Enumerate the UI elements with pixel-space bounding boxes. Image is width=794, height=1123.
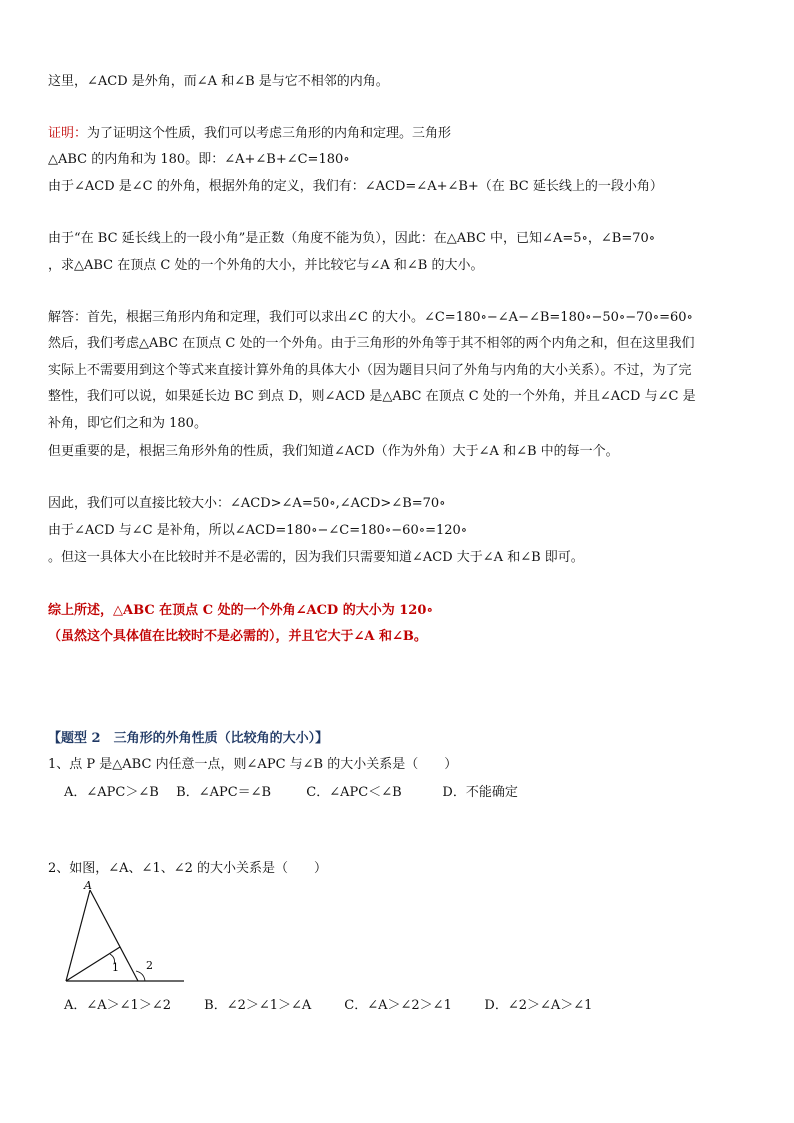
- problem-line-1: 由于“在 BC 延长线上的一段小角”是正数（角度不能为负），因此：在△ABC 中，已知∠A=5∘，∠B=70∘: [48, 231, 656, 246]
- q2-option-b[interactable]: B．∠2＞∠1＞∠A: [204, 998, 312, 1013]
- proof-line-2: △ABC 的内角和为 180。即：∠A+∠B+∠C=180∘: [48, 152, 350, 167]
- triangle-figure: [56, 880, 196, 990]
- vertex-a-label: A: [84, 880, 92, 892]
- conclusion-line-1: 综上所述，△ABC 在顶点 C 处的一个外角∠ACD 的大小为 120∘: [48, 603, 434, 618]
- q1-option-d[interactable]: D．不能确定: [442, 785, 518, 800]
- answer-line-5: 补角，即它们之和为 180。: [48, 416, 207, 431]
- proof-line-1: [48, 125, 451, 143]
- proof-line-3: 由于∠ACD 是∠C 的外角，根据外角的定义，我们有：∠ACD=∠A+∠B+（在 BC 延长线上的一段小角）: [48, 179, 663, 194]
- section-heading: 【题型 2 三角形的外角性质（比较角的大小）】: [48, 731, 329, 746]
- q2-options: [64, 997, 592, 1015]
- q2-option-d[interactable]: D．∠2＞∠A＞∠1: [484, 998, 593, 1013]
- q1-stem: 1、点 P 是△ABC 内任意一点，则∠APC 与∠B 的大小关系是（ ）: [48, 757, 458, 772]
- q2-stem: 2、如图，∠A、∠1、∠2 的大小关系是（ ）: [48, 861, 328, 876]
- answer-line-9: 。但这一具体大小在比较时并不是必需的，因为我们只需要知道∠ACD 大于∠A 和∠B 即可。: [48, 550, 584, 565]
- proof-label: 证明：: [48, 126, 88, 141]
- proof-line-1-text: 为了证明这个性质，我们可以考虑三角形的内角和定理。三角形: [87, 126, 452, 141]
- q1-option-c[interactable]: C．∠APC＜∠B: [306, 785, 402, 800]
- answer-line-1: 解答：首先，根据三角形内角和定理，我们可以求出∠C 的大小。∠C=180∘−∠A−∠B=180∘−50∘−70∘=60∘: [48, 310, 693, 325]
- angle-2-label: 2: [146, 959, 153, 972]
- q2-option-c[interactable]: C．∠A＞∠2＞∠1: [344, 998, 452, 1013]
- answer-line-8: 由于∠ACD 与∠C 是补角，所以∠ACD=180∘−∠C=180∘−60∘=120∘: [48, 523, 468, 538]
- answer-line-3: 实际上不需要用到这个等式来直接计算外角的具体大小（因为题目只问了外角与内角的大小关系）。不过，为了完: [48, 363, 692, 378]
- side-left: [66, 890, 90, 981]
- q1-options: [64, 784, 518, 802]
- answer-line-2: 然后，我们考虑△ABC 在顶点 C 处的一个外角。由于三角形的外角等于其不相邻的两个内角之和，但在这里我们: [48, 336, 695, 351]
- answer-line-7: 因此，我们可以直接比较大小：∠ACD>∠A=50∘,∠ACD>∠B=70∘: [48, 496, 446, 511]
- q1-option-a[interactable]: A．∠APC＞∠B: [64, 785, 159, 800]
- q2-option-a[interactable]: A．∠A＞∠1＞∠2: [64, 998, 171, 1013]
- intro-text: 这里，∠ACD 是外角，而∠A 和∠B 是与它不相邻的内角。: [48, 74, 389, 89]
- angle-1-label: 1: [112, 961, 119, 974]
- conclusion-line-2: （虽然这个具体值在比较时不是必需的），并且它大于∠A 和∠B。: [48, 629, 427, 644]
- answer-line-4: 整性，我们可以说，如果延长边 BC 到点 D，则∠ACD 是△ABC 在顶点 C 处的一个外角，并且∠ACD 与∠C 是: [48, 389, 696, 404]
- answer-line-6: 但更重要的是，根据三角形外角的性质，我们知道∠ACD（作为外角）大于∠A 和∠B 中的每一个。: [48, 444, 619, 459]
- q1-option-b[interactable]: B．∠APC＝∠B: [176, 785, 272, 800]
- problem-line-2: ，求△ABC 在顶点 C 处的一个外角的大小，并比较它与∠A 和∠B 的大小。: [48, 258, 484, 273]
